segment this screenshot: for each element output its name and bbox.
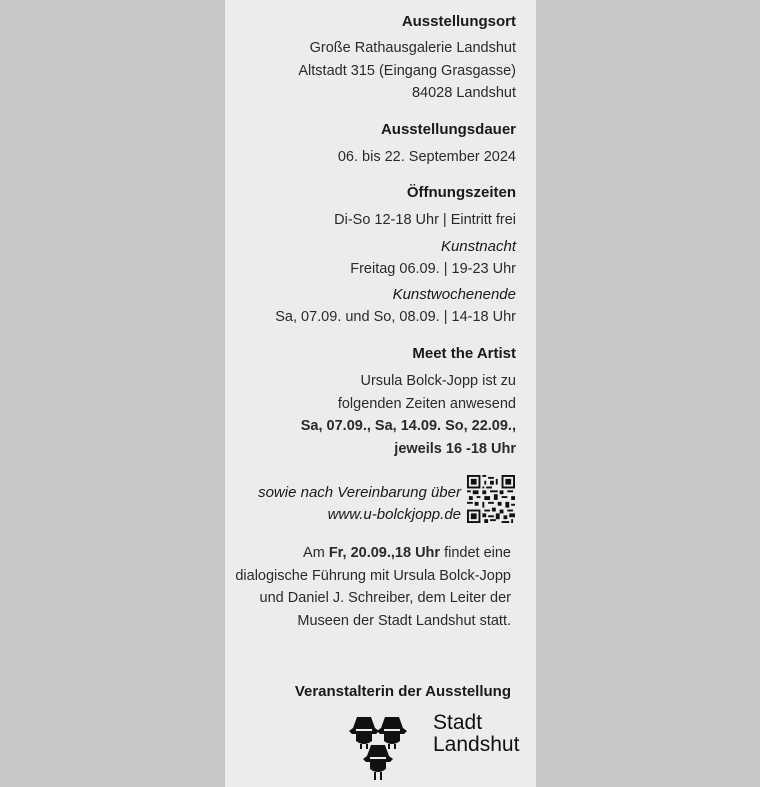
hours-heading: Öffnungszeiten [406, 184, 516, 201]
artist-dates: Sa, 07.09., Sa, 14.09. So, 22.09., [300, 418, 516, 434]
artist-section [301, 343, 516, 460]
appointment-text: sowie nach Vereinbarung über [258, 484, 461, 501]
tour-suffix: findet eine [440, 545, 511, 561]
tour-line: dialogische Führung mit Ursula Bolck-Jopp [235, 567, 511, 584]
artist-times: jeweils 16 -18 Uhr [394, 440, 516, 457]
kunstnacht-time: Freitag 06.09. | 19-23 Uhr [350, 260, 516, 277]
organizer-heading: Veranstalterin der Ausstellung [294, 683, 511, 700]
brand-wordmark [433, 712, 519, 756]
tour-prefix: Am [303, 545, 329, 561]
wochenende-time: Sa, 07.09. und So, 08.09. | 14-18 Uhr [275, 309, 516, 325]
landshut-coat-of-arms-icon [346, 714, 410, 782]
qr-code-icon[interactable] [467, 475, 515, 523]
venue-line: Altstadt 315 (Eingang Grasgasse) [298, 62, 516, 79]
duration-heading: Ausstellungsdauer [380, 121, 516, 138]
venue-section [298, 11, 516, 105]
artist-line: Ursula Bolck-Jopp ist zu [360, 373, 516, 389]
venue-line: Große Rathausgalerie Landshut [309, 40, 516, 56]
brand-line: Landshut [433, 733, 520, 756]
venue-line: 84028 Landshut [411, 85, 516, 101]
artist-line: folgenden Zeiten anwesend [337, 395, 516, 412]
website-link[interactable]: www.u-bolckjopp.de [327, 506, 461, 523]
artist-heading: Meet the Artist [412, 345, 516, 362]
tour-date: Fr, 20.09.,18 Uhr [328, 545, 441, 561]
duration-section [338, 119, 516, 169]
hours-section [275, 182, 516, 329]
tour-line [235, 542, 511, 565]
kunstnacht-label: Kunstnacht [440, 237, 516, 255]
tour-line: Museen der Stadt Landshut statt. [297, 612, 511, 629]
wochenende-label: Kunstwochenende [392, 286, 516, 303]
organizer-section [295, 681, 511, 703]
duration-text: 06. bis 22. September 2024 [337, 149, 516, 165]
hours-regular: Di-So 12-18 Uhr | Eintritt frei [334, 212, 516, 228]
venue-heading: Ausstellungsort [401, 13, 516, 30]
tour-line: und Daniel J. Schreiber, dem Leiter der [259, 590, 511, 606]
appointment-section [258, 482, 461, 526]
tour-section [235, 542, 511, 632]
brand-line: Stadt [433, 711, 483, 734]
